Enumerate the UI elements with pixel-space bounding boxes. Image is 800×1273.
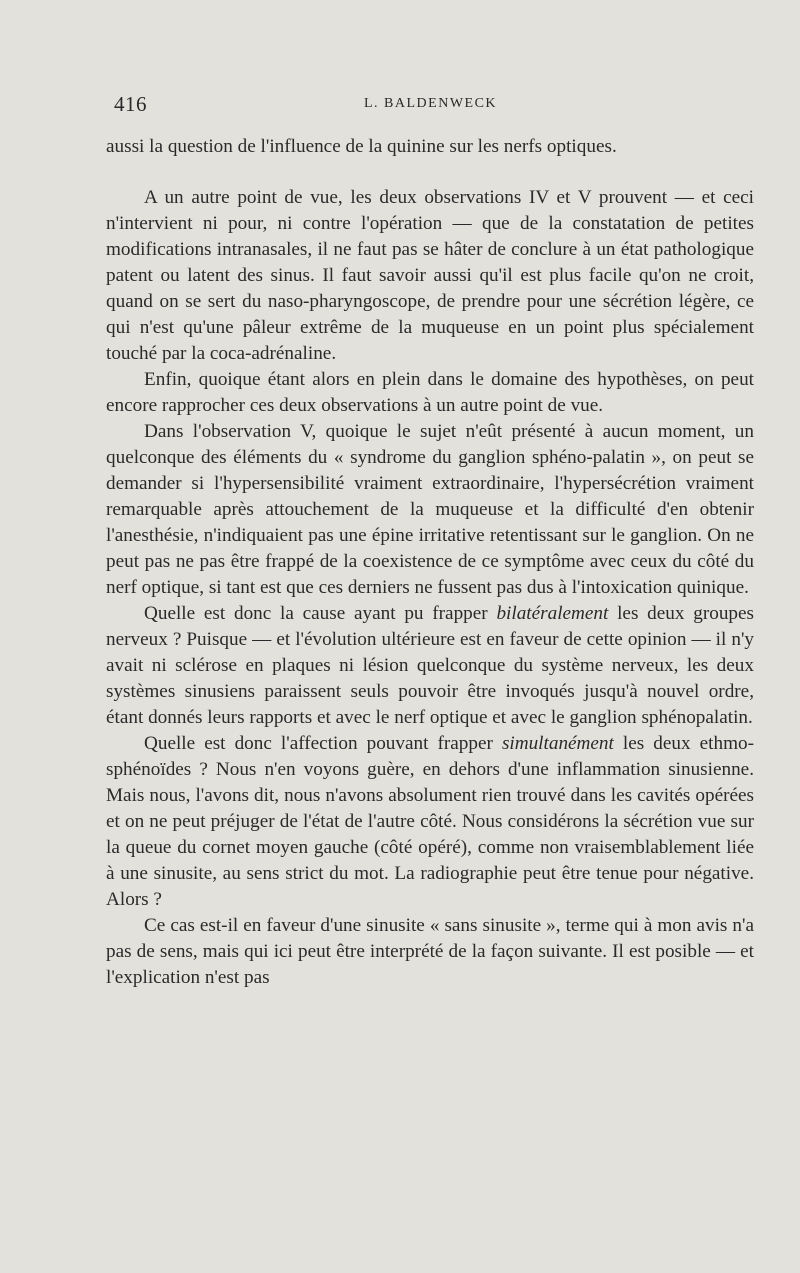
page-number: 416 <box>114 92 147 116</box>
paragraph-6-text-b: les deux ethmo-sphénoïdes ? Nous n'en voyons guère, en dehors d'une inflammation sinusienne. Mais nous, l'avons dit, nous n'avons absolument rien trouvé dans les cavités opérées et on ne peut préjuger de l'état de l'autre côté. Nous considérons la sécrétion vue sur la queue du cornet moyen gauche (côté opéré), comme non vraisemblablement liée à une sinusite, au sens strict du mot. La radiographie peut être tenue pour négative. Alors ? <box>106 733 754 910</box>
paragraph-3: Enfin, quoique étant alors en plein dans le domaine des hypothèses, on peut encore rapprocher ces deux observations à un autre point de vue. <box>106 369 754 416</box>
emphasis-bilateralement: bilatéralement <box>496 603 609 624</box>
emphasis-simultanement: simultanément <box>501 733 614 754</box>
body-text <box>106 134 754 991</box>
paragraph-7: Ce cas est-il en faveur d'une sinusite « sans sinusite », terme qui à mon avis n'a pas de sens, mais qui ici peut être interprété de la façon suivante. Il est posible — et l'explication n'est pas <box>106 915 754 988</box>
running-head: L. BALDENWECK <box>364 96 498 111</box>
page-header <box>0 92 800 122</box>
paragraph-5-text-b: les deux groupes nerveux ? Puisque — et l'évolution ultérieure est en faveur de cette opinion — il n'y avait ni sclérose en plaques ni lésion quelconque du système nerveux, les deux systèmes sinusiens paraissent seuls pouvoir être invoqués jusqu'à nouvel ordre, étant donnés leurs rapports et avec le nerf optique et avec le ganglion sphénopalatin. <box>106 603 754 728</box>
paragraph-6 <box>106 731 754 913</box>
paragraph-2: A un autre point de vue, les deux observations IV et V prouvent — et ceci n'intervient ni pour, ni contre l'opération — que de la constatation de petites modifications intranasales, il ne faut pas se hâter de conclure à un état pathologique patent ou latent des sinus. Il faut savoir aussi qu'il est plus facile qu'on ne croit, quand on se sert du naso-pharyngoscope, de prendre pour une sécrétion légère, ce qui n'est qu'une pâleur extrême de la muqueuse en un point plus spécialement touché par la coca-adrénaline. <box>106 187 754 364</box>
paragraph-5-text-a: Quelle est donc la cause ayant pu frapper <box>144 603 497 624</box>
paragraph-6-text-a: Quelle est donc l'affection pouvant frapper <box>144 733 502 754</box>
paragraph-4: Dans l'observation V, quoique le sujet n'eût présenté à aucun moment, un quelconque des éléments du « syndrome du ganglion sphéno-palatin », on peut se demander si l'hypersensibilité vraiment extraordinaire, l'hypersécrétion vraiment remarquable après attouchement de la muqueuse et la difficulté d'en obtenir l'anesthésie, n'indiquaient pas une épine irritative retentissant sur le ganglion. On ne peut pas ne pas être frappé de la coexistence de ce symptôme avec ceux du côté du nerf optique, si tant est que ces derniers ne fussent pas dus à l'intoxication quinique. <box>106 421 754 598</box>
paragraph-5 <box>106 601 754 731</box>
paragraph-1: aussi la question de l'influence de la quinine sur les nerfs optiques. <box>106 136 617 157</box>
